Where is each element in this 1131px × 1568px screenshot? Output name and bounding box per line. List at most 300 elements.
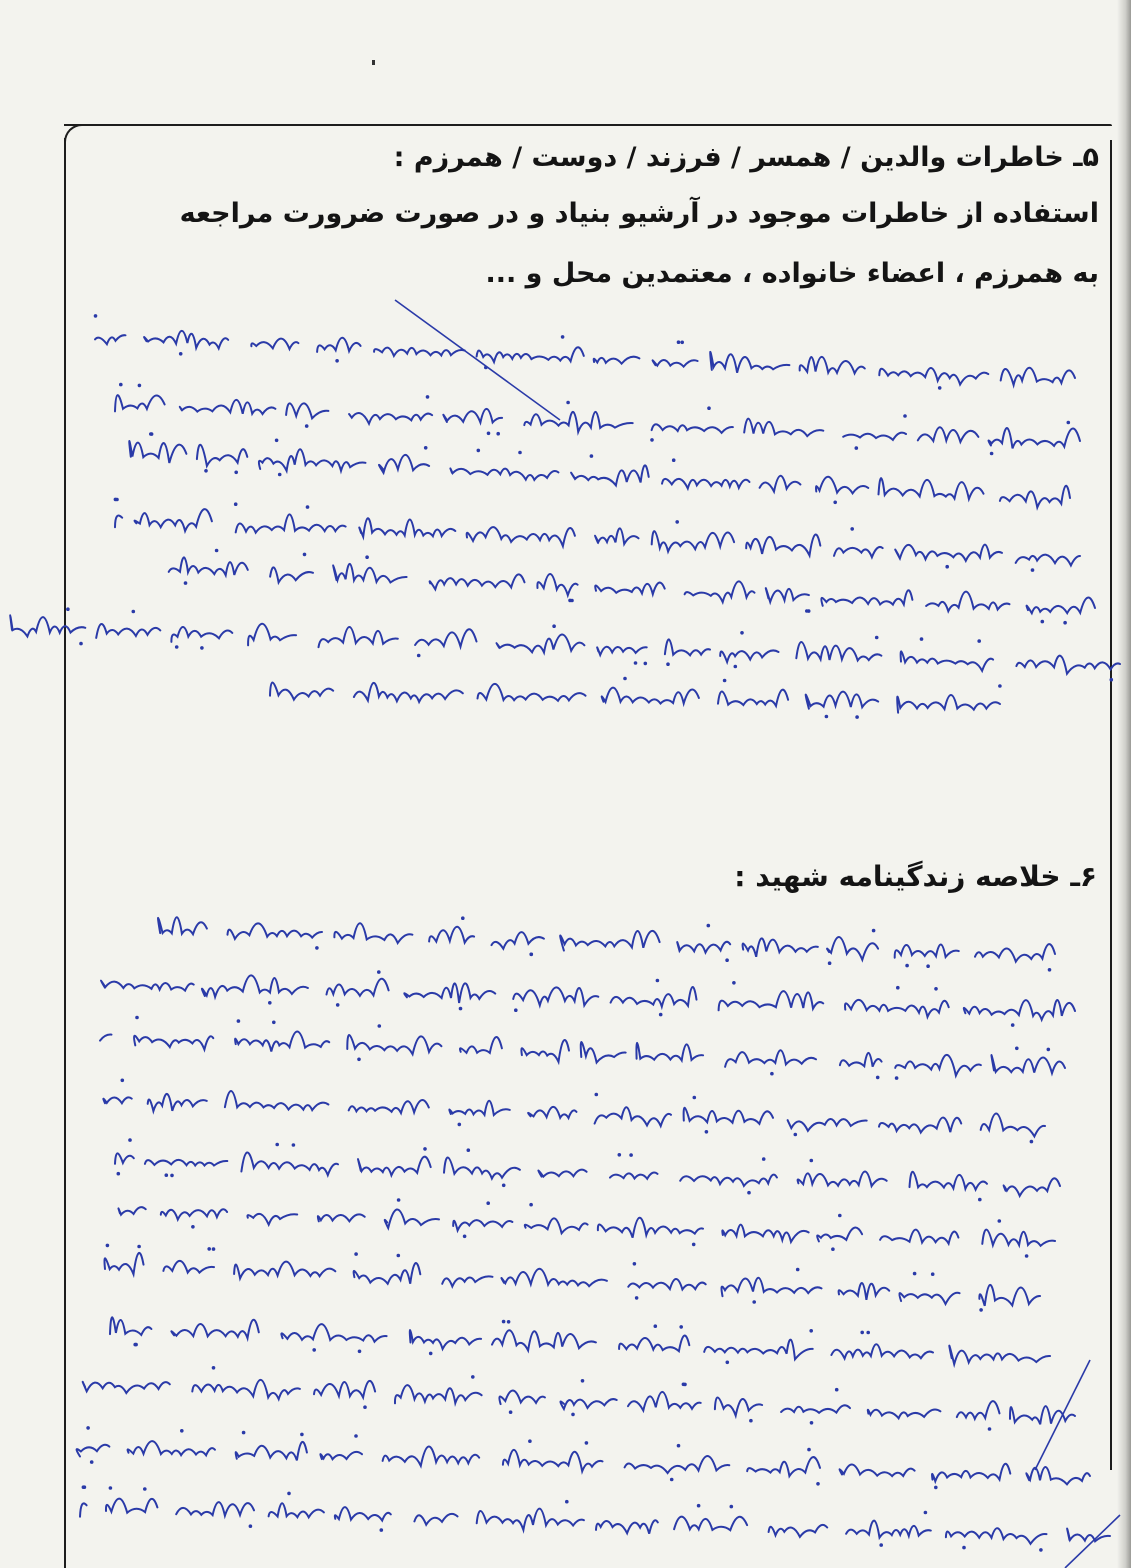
- handwriting-dot: [924, 1511, 928, 1515]
- handwriting-word: [581, 1042, 626, 1063]
- handwriting-dot: [1039, 1548, 1043, 1552]
- handwriting-word: [625, 1456, 730, 1473]
- handwriting-word: [899, 1293, 959, 1304]
- handwriting-word: [115, 395, 165, 411]
- handwriting-word: [503, 1450, 603, 1471]
- handwriting-dot: [212, 1247, 216, 1251]
- handwriting-dot: [426, 395, 430, 399]
- handwriting-dot: [565, 1500, 569, 1504]
- handwriting-word: [449, 1101, 509, 1115]
- handwriting-dot: [121, 1079, 125, 1083]
- handwriting-dot: [106, 1244, 110, 1248]
- handwriting-dot: [659, 1013, 663, 1017]
- handwriting-dot: [461, 916, 465, 920]
- handwriting-dot: [354, 1252, 358, 1256]
- handwriting-word: [879, 478, 984, 499]
- handwriting-dot: [931, 1272, 935, 1276]
- handwriting-word: [270, 682, 333, 699]
- handwriting-word: [831, 1344, 933, 1358]
- handwriting-dot: [585, 1441, 589, 1445]
- handwriting-dot: [487, 432, 491, 436]
- handwriting-word: [314, 1381, 375, 1398]
- handwriting-dot: [200, 646, 204, 650]
- handwriting-dot: [670, 1478, 674, 1482]
- handwriting-dot: [838, 1214, 842, 1218]
- handwriting-word: [128, 1441, 215, 1455]
- handwriting-dot: [463, 1235, 467, 1239]
- handwriting-dot: [115, 498, 119, 502]
- handwriting-dot: [850, 527, 854, 531]
- handwriting-word: [236, 1442, 307, 1460]
- handwriting-dot: [170, 1174, 174, 1178]
- handwriting-dot: [816, 1482, 820, 1486]
- handwriting-dot: [568, 599, 572, 603]
- handwriting-word: [846, 1521, 931, 1538]
- handwriting-word: [354, 683, 463, 702]
- handwriting-dot: [207, 1247, 211, 1251]
- handwriting-dot: [184, 581, 188, 585]
- handwriting-word: [674, 1517, 747, 1531]
- handwriting-dot: [300, 1433, 304, 1437]
- handwriting-word: [524, 412, 632, 432]
- handwriting-word: [115, 1153, 134, 1163]
- handwriting-word: [677, 942, 730, 953]
- pen-stroke: [1035, 1360, 1090, 1470]
- handwriting-dot: [268, 1001, 272, 1005]
- handwriting-dot: [990, 452, 994, 456]
- handwriting-dot: [275, 1143, 279, 1147]
- handwriting-dot: [796, 1268, 800, 1272]
- handwriting-word: [414, 1514, 457, 1525]
- handwriting-dot: [1110, 678, 1114, 682]
- handwriting-word: [105, 1253, 144, 1274]
- handwriting-dot: [234, 502, 238, 506]
- handwriting-dot: [805, 609, 809, 613]
- handwriting-dot: [306, 505, 310, 509]
- handwriting-word: [725, 1050, 816, 1067]
- handwriting-word: [685, 581, 755, 602]
- handwriting-dot: [357, 1058, 361, 1062]
- handwriting-dot: [90, 1460, 94, 1464]
- handwriting-dot: [518, 451, 522, 455]
- handwriting-dot: [595, 1093, 599, 1097]
- handwriting-dot: [132, 610, 136, 614]
- section5-instruction-line1: استفاده از خاطرات موجود در آرشیو بنیاد و در صورت ضرورت مراجعه: [179, 198, 1099, 229]
- handwriting-word: [235, 1031, 329, 1051]
- handwriting-word: [429, 927, 474, 943]
- handwriting-dot: [378, 1024, 382, 1028]
- handwriting-word: [602, 688, 699, 704]
- handwriting-word: [760, 476, 801, 492]
- handwriting-word: [77, 1445, 110, 1457]
- handwriting-dot: [315, 946, 319, 950]
- handwriting-dot: [507, 1320, 511, 1324]
- handwriting-dot: [212, 1366, 216, 1370]
- handwriting-word: [148, 1094, 207, 1111]
- handwriting-word: [769, 1525, 828, 1537]
- handwriting-dot: [128, 1138, 132, 1142]
- handwriting-dot: [138, 384, 142, 388]
- handwriting-word: [868, 1410, 941, 1419]
- handwriting-dot: [234, 471, 238, 475]
- handwriting-dot: [926, 964, 930, 968]
- handwriting-word: [932, 1464, 1010, 1482]
- handwriting-dot: [336, 1003, 340, 1007]
- handwriting-dot: [215, 549, 219, 553]
- handwriting-word: [444, 1158, 520, 1179]
- handwriting-dot: [249, 1524, 253, 1528]
- handwriting-word: [1004, 1178, 1060, 1196]
- handwriting-word: [665, 639, 710, 655]
- handwriting-word: [895, 1055, 981, 1076]
- handwriting-word: [816, 477, 868, 494]
- handwriting-dot: [707, 406, 711, 410]
- handwriting-word: [571, 465, 649, 485]
- handwriting-dot: [150, 432, 154, 436]
- handwriting-word: [926, 592, 1009, 612]
- handwriting-dot: [429, 1352, 433, 1356]
- handwriting-word: [521, 1040, 569, 1062]
- handwriting-dot: [380, 1528, 384, 1532]
- handwriting-word: [722, 1225, 808, 1242]
- handwriting-word: [83, 1382, 170, 1393]
- handwriting-word: [430, 574, 525, 589]
- handwriting-word: [839, 1283, 890, 1300]
- handwriting-dot: [365, 555, 369, 559]
- handwriting-word: [241, 1152, 338, 1175]
- handwriting-word: [897, 695, 1000, 713]
- handwriting-word: [442, 1276, 492, 1286]
- handwriting-word: [281, 1324, 386, 1342]
- handwriting-word: [492, 932, 544, 949]
- handwriting-word: [80, 1503, 87, 1516]
- handwriting-dot: [1030, 1140, 1034, 1144]
- handwriting-word: [746, 535, 820, 556]
- handwriting-dot: [749, 1419, 753, 1423]
- handwriting-dot: [654, 1324, 658, 1328]
- handwriting-dot: [938, 386, 942, 390]
- handwriting-word: [834, 547, 883, 557]
- handwriting-dot: [272, 1021, 276, 1025]
- handwriting-word: [115, 516, 122, 528]
- handwriting-word: [636, 1043, 703, 1061]
- handwriting-word: [317, 338, 361, 352]
- handwriting-dot: [895, 1076, 899, 1080]
- handwriting-dot: [650, 438, 654, 442]
- handwriting-dot: [876, 1076, 880, 1080]
- handwriting-dot: [204, 469, 208, 473]
- handwriting-dot: [377, 970, 381, 974]
- handwriting-word: [358, 1157, 431, 1176]
- handwriting-dot: [634, 661, 638, 665]
- handwriting-word: [597, 647, 647, 655]
- handwriting-word: [806, 692, 879, 709]
- handwriting-dot: [752, 1300, 756, 1304]
- handwriting-word: [477, 1509, 584, 1530]
- handwriting-word: [560, 1399, 616, 1409]
- handwriting-word: [415, 629, 476, 646]
- handwriting-dot: [962, 1546, 966, 1550]
- handwriting-dot: [566, 401, 570, 405]
- handwriting-dot: [675, 520, 679, 524]
- handwriting-word: [1016, 555, 1080, 566]
- handwriting-word: [946, 1528, 1047, 1544]
- handwriting-dot: [581, 1379, 585, 1383]
- handwriting-word: [478, 684, 586, 701]
- handwriting-dot: [905, 964, 909, 968]
- section6-heading: ۶ـ خلاصه زندگینامه شهید :: [734, 860, 1097, 893]
- handwriting-word: [743, 938, 818, 956]
- handwriting-word: [379, 455, 429, 473]
- handwriting-dot: [242, 1431, 246, 1435]
- handwriting-word: [319, 627, 398, 647]
- handwriting-dot: [725, 958, 729, 962]
- handwriting-word: [349, 1100, 429, 1113]
- handwriting-word: [404, 983, 495, 1003]
- handwriting-dot: [117, 1172, 121, 1176]
- handwriting-word: [596, 1520, 658, 1533]
- handwriting-word: [715, 1397, 762, 1415]
- handwriting-dot: [913, 1272, 917, 1276]
- handwriting-word: [410, 1330, 481, 1349]
- handwriting-dot: [66, 607, 70, 611]
- handwriting-dot: [528, 1439, 532, 1443]
- handwriting-word: [895, 545, 1002, 561]
- handwriting-word: [236, 514, 346, 532]
- handwriting-word: [135, 509, 212, 531]
- handwriting-dot: [459, 1007, 463, 1011]
- handwriting-dot: [529, 1203, 533, 1207]
- handwriting-word: [180, 400, 276, 414]
- handwriting-dot: [833, 501, 837, 505]
- handwriting-dot: [810, 1421, 814, 1425]
- handwriting-word: [628, 1392, 701, 1411]
- handwriting-word: [594, 357, 640, 364]
- handwriting-word: [171, 627, 232, 642]
- handwriting-dot: [275, 439, 279, 443]
- handwriting-dot: [1041, 620, 1045, 624]
- handwriting-word: [840, 1053, 882, 1067]
- handwriting-dot: [697, 1504, 701, 1508]
- handwriting-word: [134, 1036, 213, 1050]
- handwriting-word: [270, 567, 313, 582]
- handwriting-word: [497, 634, 585, 652]
- handwriting-word: [499, 1391, 545, 1405]
- handwriting-word: [443, 409, 502, 423]
- handwriting-dot: [998, 1219, 1002, 1223]
- handwriting-dot: [417, 654, 421, 658]
- section5-instruction-line2: به همرزم ، اعضاء خانواده ، معتمدین محل و ...: [485, 258, 1099, 289]
- handwriting-dot: [486, 1201, 490, 1205]
- handwriting-dot: [79, 642, 83, 646]
- handwriting-word: [176, 1502, 254, 1516]
- handwriting-word: [171, 1320, 258, 1338]
- handwriting-dot: [734, 665, 738, 669]
- handwriting-dot: [237, 1019, 241, 1023]
- handwriting-word: [949, 1346, 1050, 1365]
- handwriting-dot: [287, 1492, 291, 1496]
- handwriting-word: [374, 348, 465, 356]
- handwriting-dot: [180, 1429, 184, 1433]
- handwriting-dot: [629, 1153, 633, 1157]
- handwriting-word: [202, 975, 308, 996]
- handwriting-dot: [770, 1072, 774, 1076]
- handwriting-dot: [677, 1444, 681, 1448]
- handwriting-dot: [978, 1198, 982, 1202]
- handwriting-word: [501, 1269, 606, 1287]
- handwriting-dot: [707, 924, 711, 928]
- handwriting-word: [652, 531, 734, 551]
- handwriting-dot: [83, 1485, 87, 1489]
- handwriting-word: [234, 1262, 335, 1279]
- handwriting-dot: [810, 1159, 814, 1163]
- handwriting-word: [251, 339, 298, 349]
- handwriting-word: [335, 1507, 391, 1520]
- handwriting-word: [1016, 656, 1120, 674]
- handwriting-dot: [633, 1262, 637, 1266]
- handwriting-dot: [278, 473, 282, 477]
- handwriting-dot: [831, 1247, 835, 1251]
- handwriting-dot: [134, 1343, 138, 1347]
- section5-heading: ۵ـ خاطرات والدین / همسر / فرزند / دوست / همرزم :: [393, 142, 1099, 173]
- handwriting-word: [910, 1172, 988, 1190]
- handwriting-dot: [1011, 1023, 1015, 1027]
- handwriting-word: [788, 1119, 867, 1131]
- handwriting-word: [95, 335, 126, 344]
- handwriting-word: [680, 1175, 777, 1186]
- handwriting-word: [796, 642, 881, 660]
- handwriting-word: [169, 557, 248, 575]
- handwriting-dot: [809, 1329, 813, 1333]
- handwriting-word: [192, 1380, 300, 1399]
- handwriting-word: [719, 991, 824, 1010]
- handwriting-dot: [109, 1486, 113, 1490]
- handwriting-dot: [571, 1413, 575, 1417]
- handwriting-word: [460, 1037, 502, 1053]
- handwriting-word: [96, 624, 160, 638]
- handwriting-word: [827, 937, 878, 960]
- handwriting-word: [662, 479, 750, 489]
- handwriting-dot: [165, 1173, 169, 1177]
- handwriting-dot: [552, 624, 556, 628]
- handwriting-dot: [934, 987, 938, 991]
- handwriting-dot: [191, 1225, 195, 1229]
- pen-stroke: [1065, 1515, 1120, 1568]
- handwriting-word: [269, 1503, 324, 1517]
- handwriting-word: [595, 583, 664, 595]
- handwriting-word: [161, 1209, 227, 1219]
- handwriting-dot: [1063, 621, 1067, 625]
- handwriting-word: [395, 1385, 482, 1403]
- handwriting-word: [628, 1279, 705, 1289]
- handwriting-word: [704, 1340, 813, 1360]
- handwriting-dot: [509, 1410, 513, 1414]
- handwriting-word: [163, 1261, 214, 1273]
- handwriting-dot: [335, 359, 339, 363]
- handwriting-dot: [305, 424, 309, 428]
- handwriting-word: [225, 1091, 329, 1110]
- handwriting-dot: [732, 981, 736, 985]
- handwriting-word: [619, 1336, 689, 1352]
- handwriting-word: [383, 1447, 480, 1466]
- handwriting-word: [610, 1172, 658, 1178]
- handwriting-dot: [529, 953, 533, 957]
- handwriting-dot: [363, 1405, 367, 1409]
- handwriting-word: [979, 1285, 1040, 1306]
- handwriting-word: [895, 944, 959, 957]
- handwriting-dot: [635, 1296, 639, 1300]
- handwriting-word: [450, 468, 558, 480]
- handwriting-word: [710, 352, 789, 373]
- handwriting-dot: [762, 1157, 766, 1161]
- handwriting-word: [467, 527, 575, 546]
- handwriting-dot: [679, 1325, 683, 1329]
- handwriting-dot: [666, 662, 670, 666]
- handwriting-word: [766, 588, 809, 602]
- handwriting-dot: [502, 1184, 506, 1188]
- handwriting-word: [513, 987, 598, 1005]
- handwriting-word: [684, 1108, 773, 1124]
- handwriting-dot: [726, 1361, 730, 1365]
- handwriting-dot: [303, 553, 307, 557]
- handwriting-word: [611, 987, 697, 1007]
- handwriting-word: [158, 917, 207, 934]
- handwriting-word: [286, 403, 328, 418]
- handwriting-word: [118, 1207, 145, 1215]
- handwriting-word: [845, 1000, 949, 1017]
- handwriting-word: [981, 1113, 1045, 1136]
- handwriting-word: [598, 1218, 703, 1238]
- handwriting-dot: [794, 1133, 798, 1137]
- handwriting-dot: [618, 1153, 622, 1157]
- handwriting-dot: [477, 449, 481, 453]
- handwriting-word: [492, 1330, 596, 1350]
- handwriting-word: [197, 445, 247, 466]
- handwriting-dot: [692, 1243, 696, 1247]
- handwriting-word: [744, 419, 823, 436]
- handwriting-word: [327, 979, 389, 996]
- handwriting-dot: [835, 1388, 839, 1392]
- handwriting-dot: [424, 446, 428, 450]
- handwriting-dot: [680, 341, 684, 345]
- handwriting-dot: [1025, 1254, 1029, 1258]
- handwriting-dot: [397, 1254, 401, 1258]
- handwriting-dot: [1048, 968, 1052, 972]
- handwriting-dot: [458, 1123, 462, 1127]
- handwriting-dot: [875, 636, 879, 640]
- handwriting-word: [106, 1499, 157, 1513]
- handwriting-word: [901, 651, 993, 670]
- handwriting-word: [354, 1263, 421, 1284]
- handwriting-dot: [358, 1350, 362, 1354]
- handwriting-word: [538, 1170, 586, 1177]
- handwriting-dot: [1067, 421, 1071, 425]
- handwriting-word: [982, 1230, 1055, 1246]
- handwriting-dot: [723, 679, 727, 683]
- handwriting-word: [843, 433, 906, 440]
- handwriting-dot: [693, 1096, 697, 1100]
- handwriting-dot: [988, 1427, 992, 1431]
- handwriting-dot: [135, 1016, 139, 1020]
- handwriting-dot: [94, 314, 98, 318]
- pen-stroke: [395, 300, 560, 420]
- handwriting-dot: [137, 1245, 141, 1249]
- handwriting-dot: [705, 1130, 709, 1134]
- handwriting-word: [144, 331, 228, 349]
- handwriting-word: [145, 1160, 227, 1166]
- handwriting-word: [653, 360, 698, 367]
- handwriting-dot: [730, 1505, 734, 1509]
